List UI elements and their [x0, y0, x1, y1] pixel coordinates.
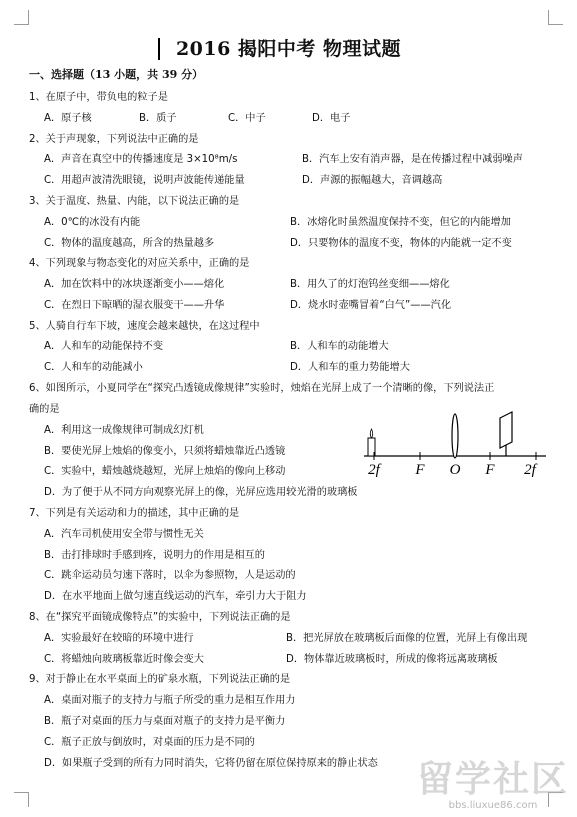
text-line: 8、在“探究平面镜成像特点”的实验中，下列说法正确的是 — [29, 612, 291, 623]
light-screen — [500, 412, 512, 456]
text-line: 确的是 — [29, 404, 60, 415]
text-line: B．人和车的动能增大 — [290, 341, 389, 352]
text-line: A．0℃的冰没有内能 — [44, 217, 141, 228]
text-line: C．物体的温度越高，所含的热量越多 — [44, 238, 215, 249]
crop-mark-bottom-left — [14, 792, 29, 807]
text-line: 1、在原子中，带负电的粒子是 — [29, 92, 168, 103]
text-line: D．如果瓶子受到的所有力同时消失，它将仍留在原位保持原来的静止状态 — [44, 758, 378, 769]
text-line: 4、下列现象与物态变化的对应关系中，正确的是 — [29, 258, 250, 269]
text-line: A．利用这一成像规律可制成幻灯机 — [44, 425, 204, 436]
text-line: B．把光屏放在玻璃板后面像的位置，光屏上有像出现 — [286, 633, 528, 644]
crop-mark-top-right — [548, 10, 563, 25]
label-2f-left: 2f — [368, 462, 380, 478]
section-heading: 一、选择题（13 小题，共 39 分） — [29, 68, 204, 81]
text-line: B．击打排球时手感到疼，说明力的作用是相互的 — [44, 550, 265, 561]
text-line: B．瓶子对桌面的压力与桌面对瓶子的支持力是平衡力 — [44, 716, 286, 727]
text-line: D．电子 — [312, 113, 351, 124]
text-line: A．声音在真空中的传播速度是 3×10⁸m/s — [44, 154, 238, 165]
watermark-url: bbs.liuxue86.com — [448, 800, 538, 811]
text-line: B．质子 — [139, 113, 177, 124]
text-line: C．跳伞运动员匀速下落时，以伞为参照物，人是运动的 — [44, 570, 296, 581]
label-2f-right: 2f — [524, 462, 536, 478]
text-line: 2、关于声现象，下列说法中正确的是 — [29, 134, 199, 145]
convex-lens — [452, 414, 458, 458]
text-line: 5、人骑自行车下坡，速度会越来越快，在这过程中 — [29, 321, 260, 332]
site-watermark — [417, 760, 569, 811]
text-line: C．用超声波清洗眼镜，说明声波能传递能量 — [44, 175, 245, 186]
text-line: C．人和车的动能减小 — [44, 362, 143, 373]
text-line: B．汽车上安有消声器，是在传播过程中减弱噪声 — [302, 154, 523, 165]
text-line: D．物体靠近玻璃板时，所成的像将远离玻璃板 — [286, 654, 498, 665]
text-line: C．实验中，蜡烛越烧越短，光屏上烛焰的像向上移动 — [44, 466, 286, 477]
label-o: O — [449, 462, 461, 478]
text-line: 7、下列是有关运动和力的描述，其中正确的是 — [29, 508, 240, 519]
text-line: C．瓶子正放与倒放时，对桌面的压力是不同的 — [44, 737, 255, 748]
text-line: A．加在饮料中的冰块逐渐变小——熔化 — [44, 279, 225, 290]
text-line: C．中子 — [228, 113, 266, 124]
text-line: C．将蜡烛向玻璃板靠近时像会变大 — [44, 654, 204, 665]
text-line: D．为了便于从不同方向观察光屏上的像，光屏应选用较光滑的玻璃板 — [44, 487, 358, 498]
text-line: D．人和车的重力势能增大 — [290, 362, 410, 373]
text-line: 6、如图所示，小夏同学在“探究凸透镜成像规律”实验时，烛焰在光屏上成了一个清晰的像，下列说法正 — [29, 383, 495, 394]
text-line: B．要使光屏上烛焰的像变小，只须将蜡烛靠近凸透镜 — [44, 446, 286, 457]
text-line: A．汽车司机使用安全带与惯性无关 — [44, 529, 204, 540]
label-f-right: F — [485, 462, 495, 478]
text-line: A．实验最好在较暗的环境中进行 — [44, 633, 194, 644]
text-line: 9、对于静止在水平桌面上的矿泉水瓶，下列说法正确的是 — [29, 674, 291, 685]
text-line: B．冰熔化时虽然温度保持不变，但它的内能增加 — [290, 217, 511, 228]
text-line: D．只要物体的温度不变，物体的内能就一定不变 — [290, 238, 512, 249]
text-line: A．桌面对瓶子的支持力与瓶子所受的重力是相互作用力 — [44, 695, 296, 706]
text-line: A．原子核 — [44, 113, 92, 124]
text-line: C．在烈日下晾晒的湿衣服变干——升华 — [44, 300, 225, 311]
crop-mark-top-left — [14, 10, 29, 25]
text-line: D．声源的振幅越大，音调越高 — [302, 175, 443, 186]
label-f-left: F — [415, 462, 425, 478]
candle — [368, 429, 375, 456]
watermark-brand: 留学社区 — [416, 759, 569, 800]
text-line: B．用久了的灯泡钨丝变细——熔化 — [290, 279, 450, 290]
text-line: 3、关于温度、热量、内能，以下说法正确的是 — [29, 196, 240, 207]
lens-experiment-diagram — [360, 408, 550, 478]
text-line: A．人和车的动能保持不变 — [44, 341, 164, 352]
text-line: D．烧水时壶嘴冒着“白气”——汽化 — [290, 300, 452, 311]
text-line: D．在水平地面上做匀速直线运动的汽车，牵引力大于阻力 — [44, 591, 307, 602]
page-title: 2016 揭阳中考 物理试题 — [175, 38, 402, 60]
